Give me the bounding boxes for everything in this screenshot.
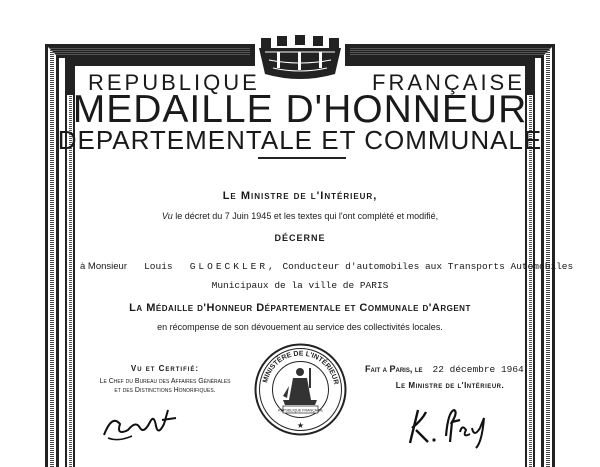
title-medaille: MEDAILLE D'HONNEUR xyxy=(72,88,528,131)
decree-line xyxy=(0,211,600,221)
decerne: DÉCERNE xyxy=(274,233,326,243)
recipient-line xyxy=(80,261,573,272)
right-signature xyxy=(400,398,500,453)
chef-line1: Le Chef du Bureau des Affaires Générales xyxy=(99,378,231,385)
minister-heading: Le Ministre de l'Intérieur, xyxy=(222,190,378,202)
left-signature xyxy=(98,400,188,445)
fait-a-paris: Fait a Paris, le xyxy=(365,364,423,374)
vu-prefix: Vu xyxy=(161,211,173,221)
date: 22 décembre 1964 xyxy=(432,364,524,375)
title-rule xyxy=(258,157,346,159)
recipient-prefix: à Monsieur xyxy=(80,261,127,272)
medal-name: La Médaille d'Honneur Départementale et Communale d'Argent xyxy=(129,302,471,314)
francaise-text: FRANÇAISE xyxy=(372,70,525,95)
recipient-first-name: Louis xyxy=(144,261,173,272)
crown-emblem xyxy=(255,32,345,88)
occupation-line2: Municipaux de la ville de PARIS xyxy=(211,280,389,291)
title-departementale: DEPARTEMENTALE ET COMMUNALE xyxy=(57,125,543,155)
vu-certifie: Vu et Certifié: xyxy=(130,364,200,373)
ministry-seal xyxy=(253,342,348,437)
seal-star-icon: ★ xyxy=(296,421,305,430)
recipient-occupation: Conducteur d'automobiles aux Transports Automobiles xyxy=(282,261,574,272)
recipient-last-name: GLOECKLER, xyxy=(189,261,277,272)
seal-ring-text: MINISTÈRE DE L'INTÉRIEUR xyxy=(262,350,340,386)
decree-text: le décret du 7 Juin 1945 et les textes qui l'ont complété et modifié, xyxy=(175,211,439,221)
fait-line xyxy=(365,364,545,375)
republique-text: REPUBLIQUE xyxy=(88,70,260,95)
minister-signatory: Le Ministre de l'Intérieur. xyxy=(395,381,505,390)
seal-banner: RÉPUBLIQUE FRANÇAISE xyxy=(278,408,323,413)
reason-line: en récompense de son dévouement au service des collectivités locales. xyxy=(157,322,443,332)
chef-line2: et des Distinctions Honorifiques. xyxy=(114,387,216,394)
